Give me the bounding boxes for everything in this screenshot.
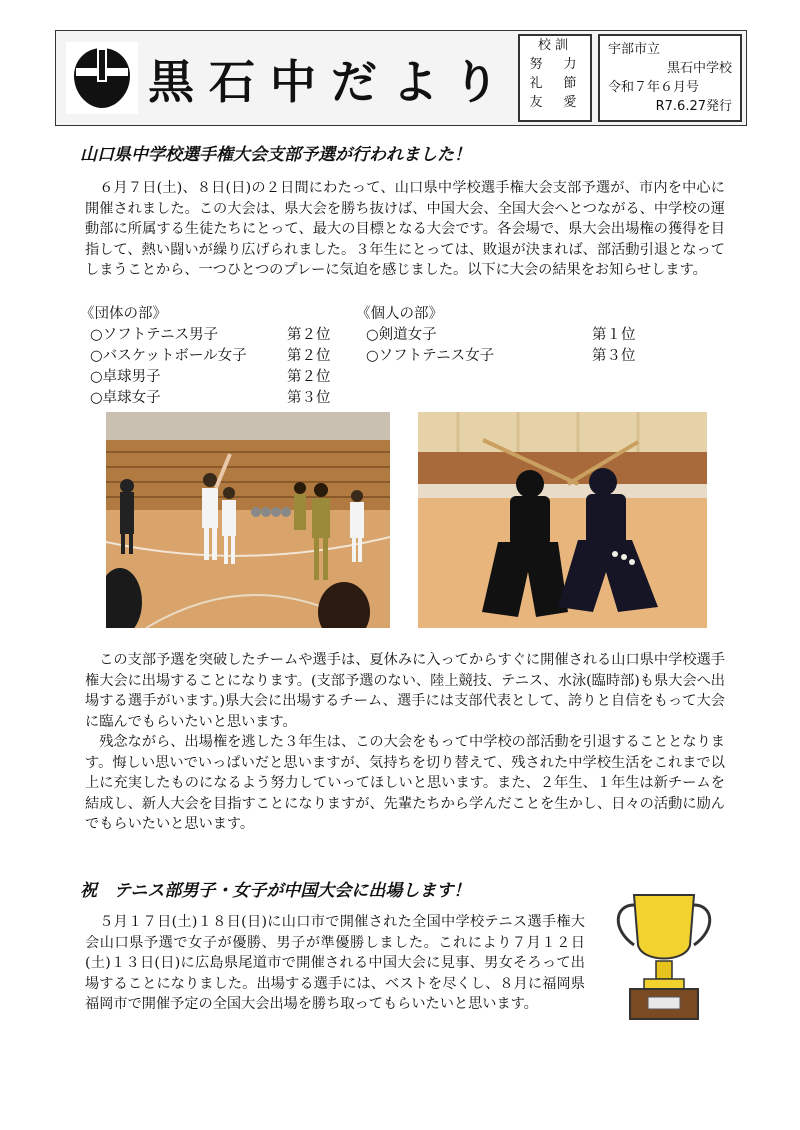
issue-info-box [598,34,742,122]
publisher-city: 宇部市立 [608,42,661,57]
basketball-game-photo [106,412,390,628]
article-body [85,912,585,1015]
result-place: 第３位 [287,390,331,406]
individual-results-heading: 《個人の部》 [356,306,443,322]
result-name: ○卓球女子 [90,390,161,406]
publisher-school: 黒石中学校 [666,61,732,76]
article-heading: 山口県中学校選手権大会支部予選が行われました！ [80,145,471,165]
article-paragraph: ５月１７日(土)１８日(日)に山口市で開催された全国中学校テニス選手権大会山口県予選で女子が優勝、男子が準優勝しました。これにより７月１２日(土)１３日(日)に広島県尾道市で開催される中国大会に見事、男女そろって出場することになりました。出場する選手には、ベストを尽くし、８月に福岡県福岡市で開催予定の全国大会出場を勝ち取ってもらいたいと思います。 [85,914,585,1012]
result-name: ○ソフトテニス女子 [366,348,495,364]
article-paragraph: この支部予選を突破したチームや選手は、夏休みに入ってからすぐに開催される山口県中学校選手権大会に出場することになります。(支部予選のない、陸上競技、テニス、水泳(臨時部)も県大会へ出場する選手がいます。)県大会に出場するチーム、選手には支部代表として、誇りと自信をもって大会に臨んでもらいたいと思います。 [85,652,725,730]
article-body [85,650,725,835]
motto-label: 校訓 [537,38,572,53]
motto-item: 友 愛 [529,95,581,110]
school-emblem-icon [66,42,138,114]
issue-date: R7.6.27発行 [655,99,732,114]
article-heading: 祝 テニス部男子・女子が中国大会に出場します！ [80,881,471,901]
trophy-icon [604,885,724,1025]
article-paragraph: 残念ながら、出場権を逃した３年生は、この大会をもって中学校の部活動を引退することとなります。悔しい思いでいっぱいだと思いますが、気持ちを切り替えて、残された中学校生活をこれまで以上に充実したものになるよう努力していってほしいと思います。また、２年生、１年生は新チームを結成し、新人大会を目指すことになりますが、先輩たちから学んだことを生かし、日々の活動に励んでもらいたいと思います。 [85,734,725,832]
result-name: ○バスケットボール女子 [90,348,247,364]
result-place: 第２位 [287,369,331,385]
article-intro: ６月７日(土)、８日(日)の２日間にわたって、山口県中学校選手権大会支部予選が、市内を中心に開催されました。この大会は、県大会を勝ち抜けば、中国大会、全国大会へとつながる、中学校の運動部に所属する生徒たちにとって、最大の目標となる大会です。各会場で、県大会出場権の獲得を目指して、熱い闘いが繰り広げられました。３年生にとっては、敗退が決まれば、部活動引退となってしまうことから、一つひとつのプレーに気迫を感じました。以下に大会の結果をお知らせします。 [85,180,725,278]
motto-item: 礼 節 [529,76,581,91]
team-results-heading: 《団体の部》 [80,306,167,322]
motto-item: 努 力 [529,57,581,72]
issue-label: 令和７年６月号 [608,80,700,95]
result-name: ○卓球男子 [90,369,161,385]
result-name: ○ソフトテニス男子 [90,327,219,343]
result-place: 第２位 [287,348,331,364]
kendo-match-photo [418,412,707,628]
result-place: 第２位 [287,327,331,343]
result-name: ○剣道女子 [366,327,437,343]
result-place: 第１位 [592,327,636,343]
result-place: 第３位 [592,348,636,364]
school-motto-box [518,34,592,122]
newsletter-title: 黒石中だより [148,55,514,109]
